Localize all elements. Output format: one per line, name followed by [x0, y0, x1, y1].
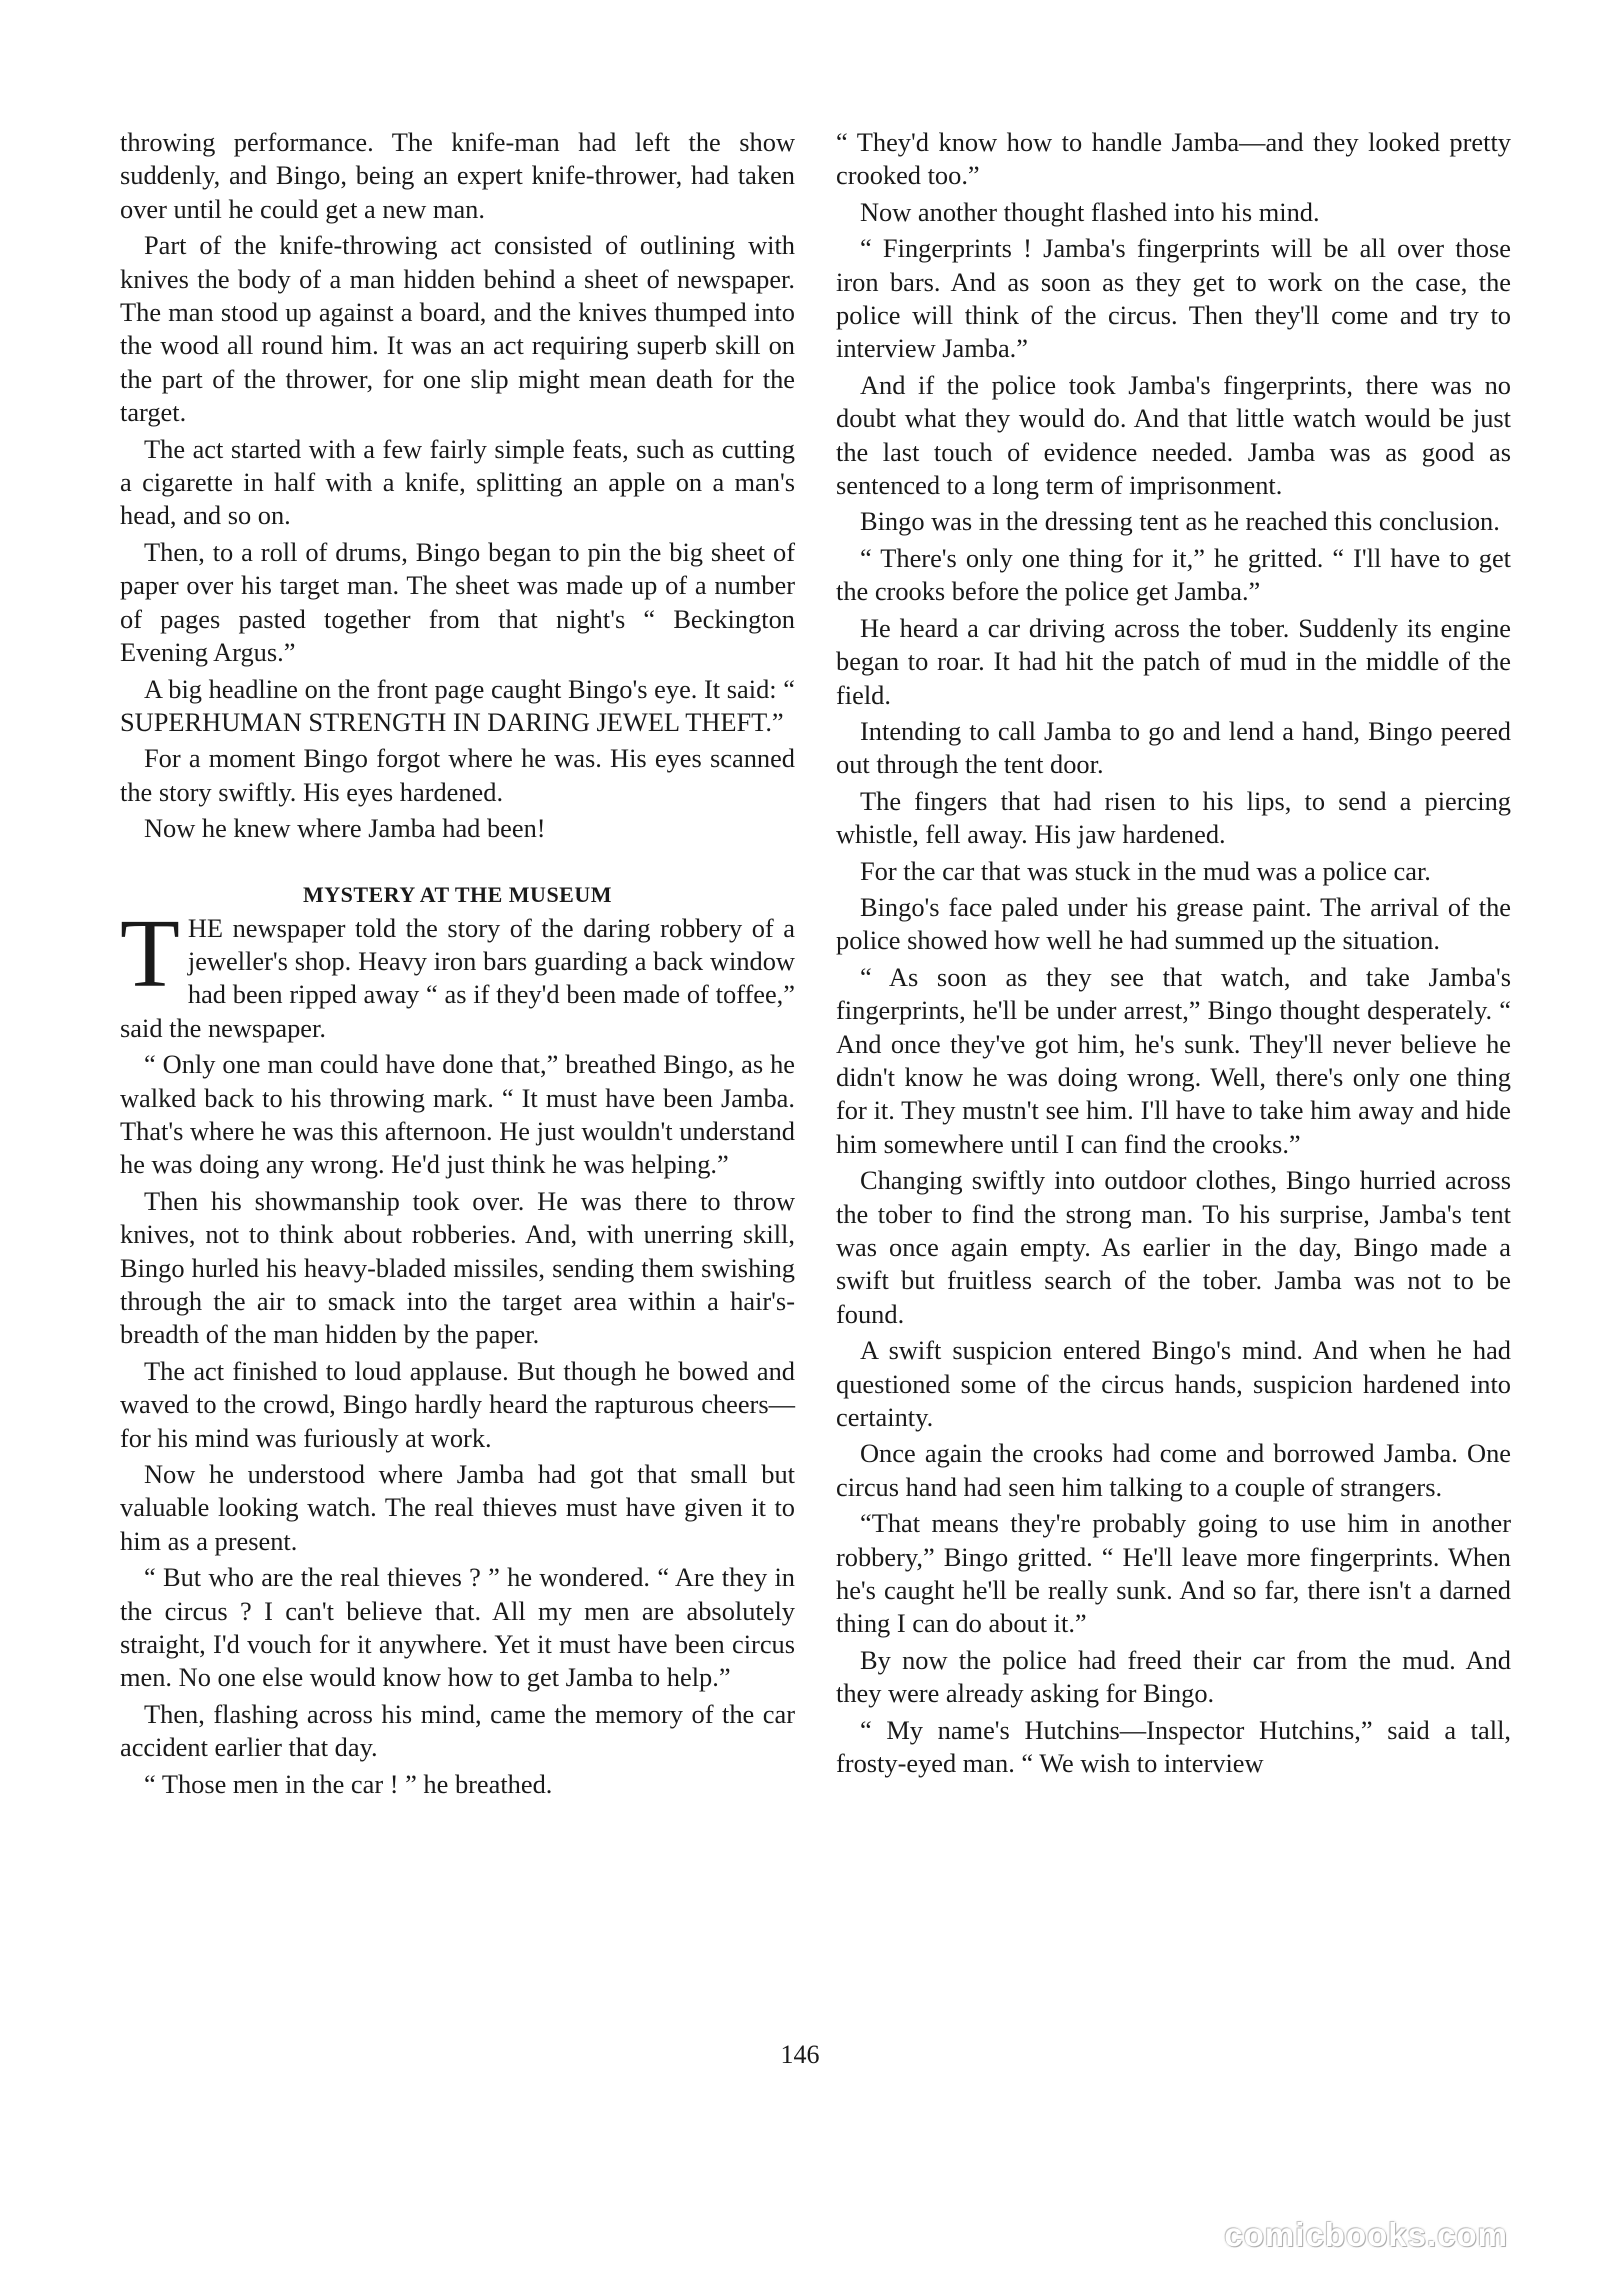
paragraph: For the car that was stuck in the mud was a police car.	[860, 855, 1431, 886]
paragraph: Changing swiftly into outdoor clothes, Bingo hurried across the tober to find the strong man. To his surprise, Jamba's tent was once again empty. As earlier in the day, Bingo made a swift but fruitless search of the tober. Jamba was not to be found.	[836, 1165, 1511, 1329]
paragraph: Then, flashing across his mind, came the memory of the car accident earlier that day.	[120, 1698, 795, 1763]
paragraph: A big headline on the front page caught Bingo's eye. It said: “ SUPERHUMAN STRENGTH IN DARING JEWEL THEFT.”	[120, 673, 795, 737]
paragraph: The act finished to loud applause. But though he bowed and waved to the crowd, Bingo hardly heard the rapturous cheers—for his mind was furiously at work.	[120, 1355, 795, 1453]
paragraph: “ They'd know how to handle Jamba—and they looked pretty crooked too.”	[836, 127, 1511, 191]
paragraph: Now he understood where Jamba had got that small but valuable looking watch. The real thieves must have given it to him as a present.	[120, 1459, 795, 1556]
paragraph: By now the police had freed their car from the mud. And they were already asking for Bingo.	[836, 1644, 1511, 1709]
paragraph: “ As soon as they see that watch, and take Jamba's fingerprints, he'll be under arrest,” Bingo thought desperately. “ And once they've got him, he's sunk. They'll never believe he didn't know he was doing wrong. Well, there's only one thing for it. They mustn't see him. I'll have to take him away and hide him somewhere until I can find the crooks.”	[836, 961, 1511, 1159]
paragraph: For a moment Bingo forgot where he was. His eyes scanned the story swiftly. His eyes hardened.	[120, 743, 795, 807]
page-number: 146	[780, 2040, 820, 2069]
paragraph: Once again the crooks had come and borrowed Jamba. One circus hand had seen him talking to a couple of strangers.	[836, 1438, 1511, 1502]
left-column	[120, 126, 795, 1804]
paragraph: A swift suspicion entered Bingo's mind. And when he had questioned some of the circus hands, suspicion hardened into certainty.	[836, 1335, 1511, 1433]
paragraph: “ Those men in the car ! ” he breathed.	[144, 1768, 553, 1799]
paragraph: Intending to call Jamba to go and lend a hand, Bingo peered out through the tent door.	[836, 715, 1511, 780]
paragraph: “ But who are the real thieves ? ” he wondered. “ Are they in the circus ? I can't believe that. All my men are absolutely straight, I'd vouch for it anywhere. Yet it must have been circus men. No one else would know how to get Jamba to help.”	[120, 1562, 795, 1693]
paragraph: Then his showmanship took over. He was there to throw knives, not to think about robberies. And, with unerring skill, Bingo hurled his heavy-bladed missiles, sending them swishing through the air to smack into the target area within a hair's-breadth of the man hidden by the paper.	[120, 1185, 795, 1350]
paragraph: The act started with a few fairly simple feats, such as cutting a cigarette in half with a knife, splitting an apple on a man's head, and so on.	[120, 433, 795, 531]
section-heading: MYSTERY AT THE MUSEUM	[302, 881, 612, 907]
paragraph: Now another thought flashed into his mind.	[860, 196, 1320, 227]
paragraph: He heard a car driving across the tober. Suddenly its engine began to roar. It had hit the patch of mud in the middle of the field.	[836, 612, 1511, 710]
paragraph: Bingo was in the dressing tent as he reached this conclusion.	[860, 506, 1500, 537]
paragraph: “ There's only one thing for it,” he gritted. “ I'll have to get the crooks before the police get Jamba.”	[836, 542, 1511, 607]
right-column	[836, 126, 1511, 1781]
paragraph: “ My name's Hutchins—Inspector Hutchins,” said a tall, frosty-eyed man. “ We wish to interview	[836, 1714, 1511, 1779]
paragraph: “That means they're probably going to use him in another robbery,” Bingo gritted. “ He'll leave more fingerprints. When he's caught he'll be really sunk. And so far, there isn't a darned thing I can do about it.”	[836, 1508, 1511, 1639]
paragraph: “ Fingerprints ! Jamba's fingerprints will be all over those iron bars. And as soon as they get to work on the case, the police will think of the circus. Then they'll come and try to interview Jamba.”	[836, 233, 1511, 364]
drop-cap-letter: T	[120, 899, 180, 1008]
paragraph: “ Only one man could have done that,” breathed Bingo, as he walked back to his throwing mark. “ It must have been Jamba. That's where he was this afternoon. He just wouldn't understand he was doing any wrong. He'd just think he was helping.”	[120, 1049, 795, 1180]
paragraph: Part of the knife-throwing act consisted of outlining with knives the body of a man hidden behind a sheet of newspaper. The man stood up against a board, and the knives thumped into the wood all round him. It was an act requiring superb skill on the part of the thrower, for one slip might mean death for the target.	[120, 230, 795, 428]
dropcap-paragraph-text: HE newspaper told the story of the daring robbery of a jeweller's shop. Heavy iron bars guarding a back window had been ripped away “ as if they'd been made of toffee,” said the newspaper.	[120, 912, 795, 1043]
paragraph: Bingo's face paled under his grease paint. The arrival of the police showed how well he had summed up the situation.	[836, 891, 1511, 956]
dropcap-paragraph	[120, 899, 795, 1046]
paragraph: Now he knew where Jamba had been!	[144, 813, 546, 844]
paragraph: throwing performance. The knife-man had left the show suddenly, and Bingo, being an expert knife-thrower, had taken over until he could get a new man.	[120, 127, 795, 224]
paragraph: And if the police took Jamba's fingerprints, there was no doubt what they would do. And that little watch would be just the last touch of evidence needed. Jamba was as good as sentenced to a long term of imprisonment.	[836, 369, 1511, 501]
paragraph: Then, to a roll of drums, Bingo began to pin the big sheet of paper over his target man. The sheet was made up of a number of pages pasted together from that night's “ Beckington Evening Argus.”	[120, 536, 795, 668]
paragraph: The fingers that had risen to his lips, to send a piercing whistle, fell away. His jaw hardened.	[836, 785, 1511, 850]
watermark: comicbooks.com	[1224, 2216, 1508, 2253]
